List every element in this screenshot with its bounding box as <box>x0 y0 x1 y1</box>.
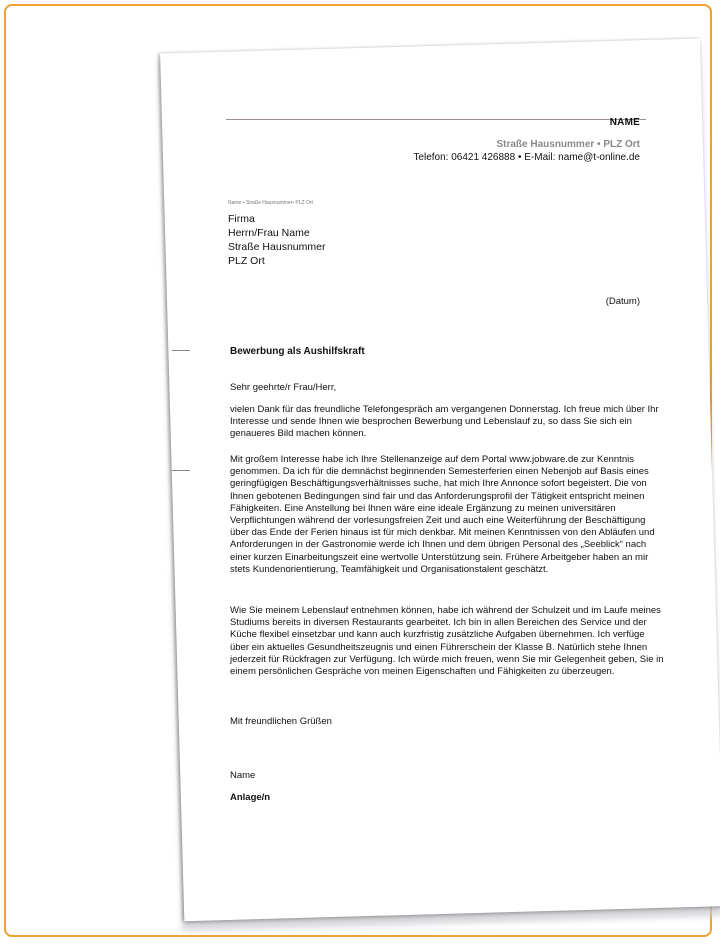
recipient-person: Herrn/Frau Name <box>228 227 310 239</box>
sender-name: NAME <box>609 117 640 128</box>
recipient-city: PLZ Ort <box>228 255 265 267</box>
paragraph-2-text: Mit großem Interesse habe ich Ihre Stellenanzeige auf dem Portal www.jobware.de zur Kenntnis genommen. Da ich für die demnächst beginnenden Semesterferien einen Nebenjob auf Basis eines geringfügigen Beschäftigungsverhältnisses suche, hat mich Ihre Annonce sofort begeistert. Die von Ihnen gebotenen Bedingungen sind fair und das Anforderungsprofil der Tätigkeit entspricht meinen Fähigkeiten. Eine Anstellung bei Ihnen wäre eine ideale Ergänzung zu meinen universitären Verpflichtungen während der vorlesungsfreien Zeit und auch eine Weiterführung der Beschäftigung über das Ende der Ferien hinaus ist für mich denkbar. Mit meinen Kenntnissen von den Abläufen und Anforderungen in der Gastronomie werde ich Ihnen und dem übrigen Personal des „Seeblick“ nach einer kurzen Einarbeitungszeit eine wertvolle Unterstützung sein. Frühere Arbeitgeber haben an mir stets Kundenorientierung, Teamfähigkeit und Organisationstalent geschätzt. <box>230 454 655 575</box>
letter-sheet <box>160 38 720 921</box>
paragraph-3-text: Wie Sie meinem Lebenslauf entnehmen können, habe ich während der Schulzeit und im Laufe meines Studiums bereits in diversen Restaurants gearbeitet. Ich bin in allen Bereichen des Service und der Küche flexibel einsetzbar und kann auch kurzfristig zusätzliche Aufgaben übernehmen. Ich verfüge über ein aktuelles Gesundheitszeugnis und einen Führerschein der Klasse B. Natürlich stehe Ihnen jederzeit für Rückfragen zur Verfügung. Ich würde mich freuen, wenn Sie mir Gelegenheit geben, Sie in einem persönlichen Gespräche von meinen Eigenschaften und Fähigkeiten zu überzeugen. <box>230 605 664 678</box>
header-rule <box>226 119 646 120</box>
recipient-block <box>228 212 325 268</box>
letter-date: (Datum) <box>605 296 640 307</box>
fold-mark-top <box>172 350 190 351</box>
paragraph-1 <box>230 404 666 441</box>
sender-return-line: Name • Straße Hausnummer• PLZ Ort <box>228 200 313 206</box>
recipient-street: Straße Hausnummer <box>228 241 326 253</box>
signature-name: Name <box>230 770 256 781</box>
salutation <box>230 382 666 394</box>
fold-mark-middle <box>172 470 190 471</box>
closing: Mit freundlichen Grüßen <box>230 716 332 727</box>
paragraph-3 <box>230 605 666 678</box>
paragraph-1-text: vielen Dank für das freundliche Telefongespräch am vergangenen Donnerstag. Ich freue mich über Ihr Interesse und sende Ihnen wie besprochen Bewerbung und Lebenslauf zu, so dass Sie sich ein genaueres Bild machen können. <box>230 404 659 440</box>
paragraph-2 <box>230 454 666 576</box>
salutation-text: Sehr geehrte/r Frau/Herr, <box>230 382 337 393</box>
sender-address: Straße Hausnummer • PLZ Ort <box>496 139 640 150</box>
letter-subject: Bewerbung als Aushilfskraft <box>230 346 365 357</box>
recipient-company: Firma <box>228 213 255 225</box>
sender-contact: Telefon: 06421 426888 • E-Mail: name@t-online.de <box>413 152 640 163</box>
attachments-label: Anlage/n <box>230 792 271 803</box>
